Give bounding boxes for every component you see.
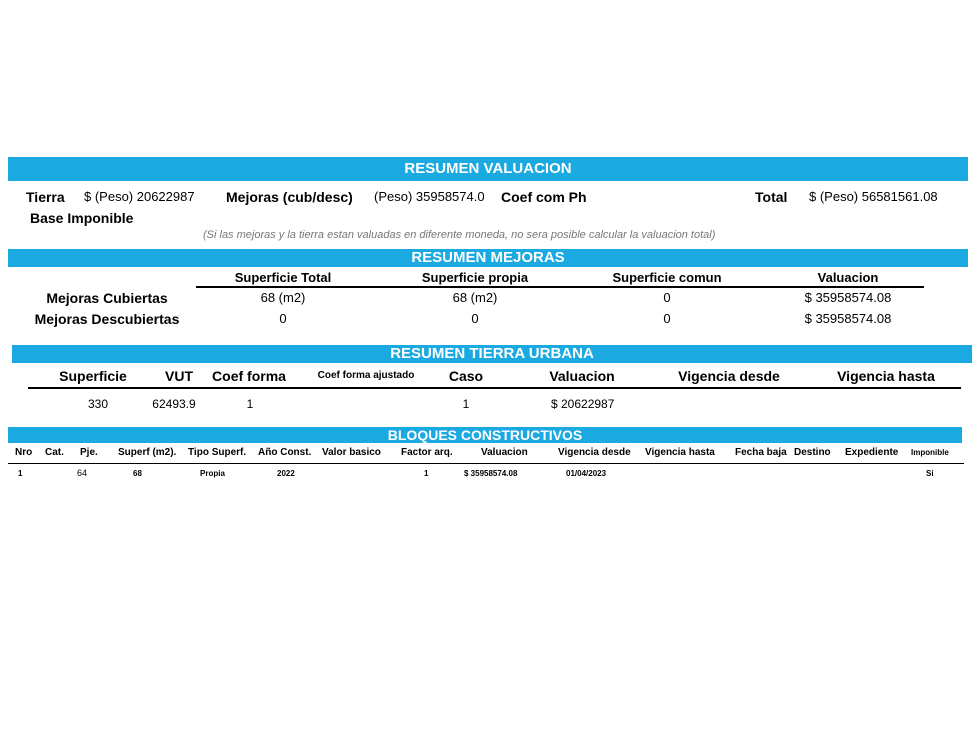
mejoras-row-sup-total: 0 [279,311,287,326]
total-label: Total [755,189,788,205]
total-value: $ (Peso) 56581561.08 [809,189,938,204]
bloques-row-imponible: Si [926,469,934,478]
mejoras-row-sup-comun: 0 [663,290,671,305]
mejoras-col-valuacion: Valuacion [817,270,879,285]
bloques-col-vig-hasta: Vigencia hasta [645,447,715,458]
mejoras-row-sup-propia: 68 (m2) [452,290,498,305]
tierra-row-caso: 1 [462,397,470,411]
mejoras-col-sup-comun: Superficie comun [612,270,722,285]
bloques-col-factor: Factor arq. [401,447,453,458]
mejoras-row-sup-propia: 0 [471,311,479,326]
mejoras-row-label: Mejoras Descubiertas [34,311,180,327]
bloques-col-destino: Destino [794,447,831,458]
mejoras-header: RESUMEN MEJORAS [8,249,968,267]
tierra-header-rule [28,387,961,389]
bloques-col-valor: Valor basico [322,447,381,458]
mejoras-row-valuacion: $ 35958574.08 [804,311,892,326]
bloques-col-valuacion: Valuacion [481,447,528,458]
bloques-row-nro: 1 [18,469,23,478]
tierra-col-vig-desde: Vigencia desde [678,368,780,384]
tierra-value: $ (Peso) 20622987 [84,189,195,204]
bloques-row-anio: 2022 [277,469,295,478]
bloques-row-valuacion: $ 35958574.08 [464,469,518,478]
bloques-row-tipo: Propia [200,469,225,478]
tierra-col-valuacion: Valuacion [549,368,615,384]
tierra-col-coef-ajustado: Coef forma ajustado [317,370,415,381]
tierra-col-caso: Caso [448,368,484,384]
tierra-header: RESUMEN TIERRA URBANA [12,345,972,363]
bloques-col-vig-desde: Vigencia desde [558,447,631,458]
bloques-row-superf: 68 [133,469,142,478]
bloques-row-pje: 64 [77,468,88,478]
tierra-col-vig-hasta: Vigencia hasta [837,368,935,384]
bloques-col-anio: Año Const. [258,447,312,458]
bloques-row-vig-desde: 01/04/2023 [566,469,607,478]
tierra-row-vut: 62493.9 [152,397,196,411]
tierra-row-superficie: 330 [87,397,109,411]
bloques-header: BLOQUES CONSTRUCTIVOS [8,427,962,443]
bloques-col-expediente: Expediente [845,447,899,458]
bloques-col-imponible: Imponible [911,448,949,457]
mejoras-row-sup-total: 68 (m2) [260,290,306,305]
tierra-row-valuacion: $ 20622987 [551,397,615,411]
bloques-col-cat: Cat. [45,447,64,458]
bloques-col-fecha-baja: Fecha baja [735,447,787,458]
tierra-row-coef-forma: 1 [246,397,254,411]
mejoras-header-rule [196,286,924,288]
mejoras-value: (Peso) 35958574.0 [374,189,485,204]
bloques-header-rule [8,463,964,464]
bloques-col-superf: Superf (m2). [118,447,177,458]
valuacion-header: RESUMEN VALUACION [8,157,968,181]
mejoras-label: Mejoras (cub/desc) [226,189,353,205]
bloques-row-factor: 1 [424,469,429,478]
tierra-label: Tierra [26,189,65,205]
base-imponible-label: Base Imponible [30,210,134,226]
mejoras-row-label: Mejoras Cubiertas [46,290,168,306]
tierra-col-superficie: Superficie [59,368,127,384]
valuacion-note: (Si las mejoras y la tierra estan valuadas en diferente moneda, no sera posible calcular la valuacion total) [203,229,716,241]
bloques-col-pje: Pje. [80,447,98,458]
mejoras-col-sup-propia: Superficie propia [421,270,529,285]
mejoras-row-sup-comun: 0 [663,311,671,326]
mejoras-row-valuacion: $ 35958574.08 [804,290,892,305]
mejoras-col-sup-total: Superficie Total [234,270,332,285]
bloques-col-nro: Nro [15,447,33,458]
tierra-col-vut: VUT [165,368,193,384]
bloques-col-tipo: Tipo Superf. [188,447,247,458]
coef-com-ph-label: Coef com Ph [501,189,587,205]
tierra-col-coef-forma: Coef forma [212,368,286,384]
